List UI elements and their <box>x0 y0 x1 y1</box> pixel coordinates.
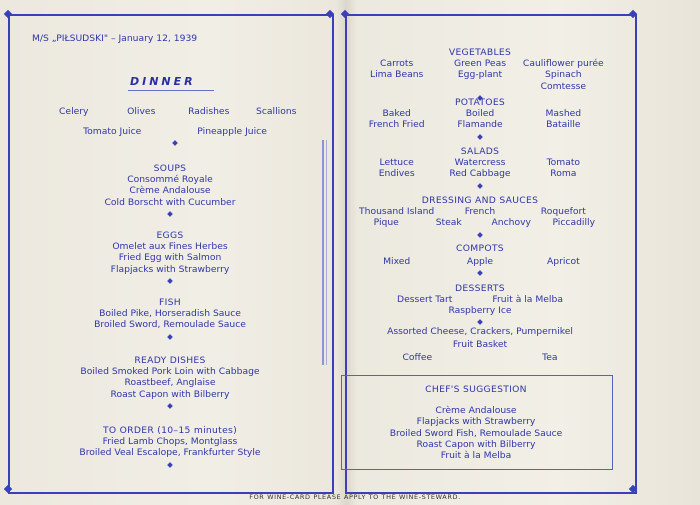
bullet-icon <box>477 271 483 277</box>
menu-item: Bataille <box>546 119 581 131</box>
menu-item: Raspberry Ice <box>448 305 512 317</box>
menu-item: Watercress <box>454 157 506 169</box>
section-title: VEGETABLES <box>448 47 512 58</box>
dressing-section <box>355 195 605 237</box>
menu-item: Anchovy <box>491 217 531 229</box>
bullet-icon <box>477 232 483 238</box>
menu-item: Fruit Basket <box>452 338 508 350</box>
menu-item: Boiled <box>465 108 495 120</box>
section-title: EGGS <box>156 230 184 241</box>
menu-item: Fruit à la Melba <box>492 294 563 306</box>
menu-item: Piccadilly <box>552 217 596 229</box>
eggs-section <box>40 230 300 283</box>
bullet-icon <box>167 334 173 340</box>
dinner-title: DINNER <box>130 75 196 88</box>
menu-item: Consommé Royale <box>127 174 213 186</box>
vegetables-section <box>355 47 605 100</box>
soups-section <box>40 163 300 216</box>
menu-item: Roastbeef, Anglaise <box>124 377 216 389</box>
menu-item: Boiled Smoked Pork Loin with Cabbage <box>80 366 260 378</box>
starter-item: Tomato Juice <box>83 126 142 138</box>
section-title: SOUPS <box>153 163 187 174</box>
menu-item: Endives <box>378 168 415 180</box>
bullet-icon <box>167 211 173 217</box>
bullet-icon <box>167 403 173 409</box>
salads-section <box>355 146 605 188</box>
bullet-icon <box>477 183 483 189</box>
to-order-section <box>40 425 300 467</box>
menu-item: Baked <box>382 108 411 120</box>
menu-item: Broiled Sword Fish, Remoulade Sauce <box>389 427 563 439</box>
menu-item: Crème Andalouse <box>435 405 517 417</box>
menu-item: Carrots <box>380 58 414 70</box>
menu-item: Cold Borscht with Cucumber <box>104 196 236 208</box>
menu-item: Boiled Pike, Horseradish Sauce <box>99 308 241 320</box>
potatoes-section <box>355 97 605 139</box>
decorative-rule <box>322 140 324 365</box>
menu-item: Roast Capon with Bilberry <box>416 438 536 450</box>
section-title: READY DISHES <box>134 355 206 366</box>
menu-item: Cauliflower purée <box>522 58 604 70</box>
menu-item: Fried Egg with Salmon <box>118 252 222 264</box>
menu-item: Assorted Cheese, Crackers, Pumpernikel <box>387 325 573 337</box>
fish-section <box>40 297 300 339</box>
bullet-icon <box>167 462 173 468</box>
menu-item: Mixed <box>383 256 411 268</box>
dinner-underline <box>128 90 214 91</box>
menu-item: Thousand Island <box>359 206 435 218</box>
menu-item: Green Peas <box>453 58 506 70</box>
menu-item: Flamande <box>457 119 503 131</box>
menu-item: Fruit à la Melba <box>440 450 512 462</box>
menu-item: Tomato <box>546 157 581 169</box>
starters-section <box>40 106 310 145</box>
starter-item: Olives <box>127 106 156 117</box>
menu-item: French Fried <box>368 119 425 131</box>
bullet-icon <box>167 278 173 284</box>
compots-section <box>355 243 605 275</box>
menu-item: Red Cabbage <box>449 168 511 180</box>
menu-item: French <box>464 206 496 218</box>
starter-item: Scallions <box>256 106 297 117</box>
section-title: SALADS <box>460 146 500 157</box>
menu-item: Tea <box>542 352 558 364</box>
menu-item: Spinach Comtesse <box>540 69 587 92</box>
bullet-icon <box>172 141 178 147</box>
ready-dishes-section <box>40 355 300 408</box>
menu-item: Omelet aux Fines Herbes <box>112 241 228 253</box>
bullet-icon <box>477 134 483 140</box>
menu-item: Broiled Veal Escalope, Frankfurter Style <box>79 447 261 459</box>
menu-item: Lima Beans <box>369 69 424 81</box>
section-title: DRESSING AND SAUCES <box>421 195 539 206</box>
menu-item: Coffee <box>402 352 433 364</box>
menu-item: Pique <box>373 217 399 229</box>
menu-item: Broiled Sword, Remoulade Sauce <box>94 319 246 331</box>
menu-item: Fried Lamb Chops, Montglass <box>102 436 238 448</box>
section-title: TO ORDER (10–15 minutes) <box>102 425 238 436</box>
menu-item: Flapjacks with Strawberry <box>110 263 230 275</box>
section-title: CHEF'S SUGGESTION <box>425 384 527 395</box>
menu-item: Roast Capon with Bilberry <box>110 388 230 400</box>
menu-item: Flapjacks with Strawberry <box>416 416 536 428</box>
decorative-rule <box>326 140 327 365</box>
menu-item: Dessert Tart <box>397 294 453 306</box>
section-title: DESSERTS <box>455 283 505 294</box>
ship-date-line: M/S „PIŁSUDSKI" – January 12, 1939 <box>32 33 198 44</box>
menu-item: Mashed <box>545 108 582 120</box>
menu-item: Egg-plant <box>457 69 503 81</box>
starter-item: Celery <box>59 106 89 117</box>
desserts-section <box>355 283 605 363</box>
chefs-suggestion-section <box>341 384 611 461</box>
bullet-icon <box>477 319 483 325</box>
menu-item: Apple <box>466 256 494 268</box>
starter-item: Pineapple Juice <box>197 126 267 138</box>
wine-card-footer: FOR WINE-CARD PLEASE APPLY TO THE WINE-STEWARD. <box>249 493 461 501</box>
menu-item: Roma <box>550 168 577 180</box>
menu-item: Roquefort <box>540 206 586 218</box>
menu-item: Lettuce <box>379 157 414 169</box>
menu-item: Crème Andalouse <box>129 185 211 197</box>
menu-item: Apricot <box>546 256 580 268</box>
menu-item: Steak <box>435 217 462 229</box>
section-title: POTATOES <box>454 97 506 108</box>
section-title: FISH <box>159 297 181 308</box>
section-title: COMPOTS <box>456 243 504 254</box>
starter-item: Radishes <box>188 106 230 117</box>
